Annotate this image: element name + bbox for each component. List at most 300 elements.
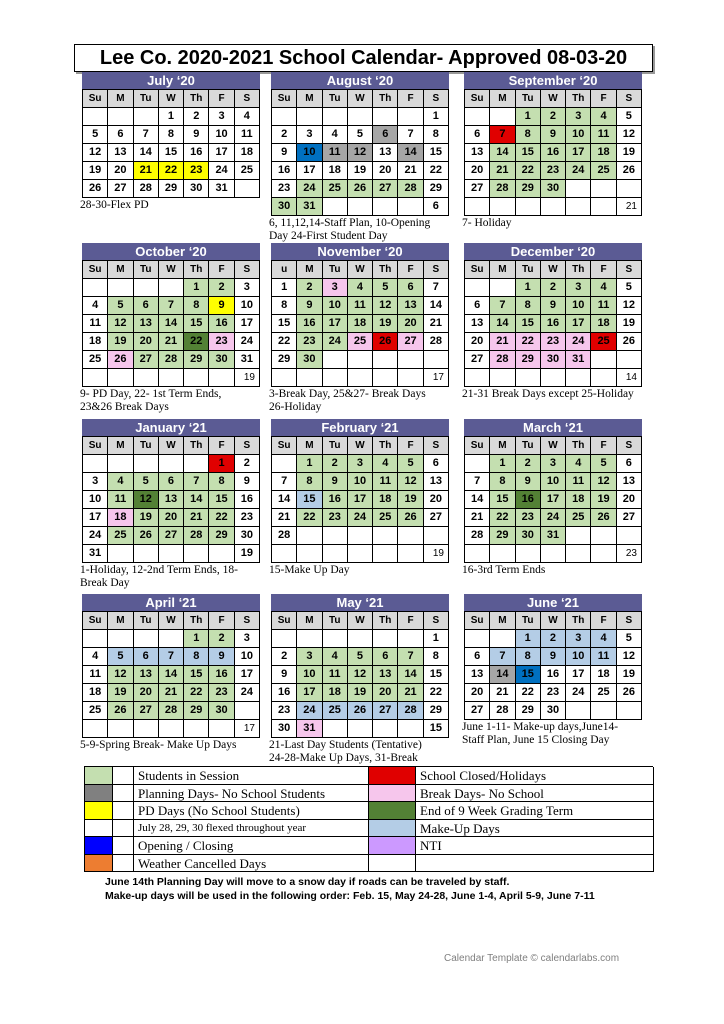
day-cell: 18 [373, 491, 398, 509]
day-cell: 27 [134, 351, 159, 369]
day-cell: 11 [566, 473, 591, 491]
day-cell [323, 630, 348, 648]
day-cell: 17 [83, 509, 108, 527]
day-cell: 30 [235, 527, 260, 545]
day-cell: 28 [465, 527, 490, 545]
day-cell [373, 720, 398, 738]
day-cell [209, 369, 234, 387]
day-cell [566, 702, 591, 720]
day-cell [541, 369, 566, 387]
day-cell: 12 [348, 666, 373, 684]
day-cell: 16 [209, 666, 234, 684]
day-cell: 12 [108, 666, 133, 684]
day-cell: 21 [184, 509, 209, 527]
weekday-header: Tu [516, 261, 541, 279]
day-cell: 30 [541, 180, 566, 198]
day-cell: 21 [465, 509, 490, 527]
day-cell: 8 [272, 297, 297, 315]
day-cell: 12 [617, 648, 642, 666]
day-cell: 14 [424, 297, 449, 315]
day-cell [398, 108, 423, 126]
day-cell [516, 198, 541, 216]
day-cell: 10 [541, 473, 566, 491]
day-cell: 5 [617, 630, 642, 648]
day-cell: 19 [235, 545, 260, 563]
weekday-header: Tu [323, 612, 348, 630]
day-cell: 17 [209, 144, 234, 162]
day-cell: 25 [566, 509, 591, 527]
day-cell: 25 [323, 180, 348, 198]
month-note: 3-Break Day, 25&27- Break Days 26-Holiday [269, 388, 426, 413]
day-cell: 12 [591, 473, 616, 491]
day-cell: 16 [209, 315, 234, 333]
weekday-header: F [398, 90, 423, 108]
day-cell: 6 [373, 126, 398, 144]
legend-swatch [85, 802, 113, 820]
day-cell [348, 720, 373, 738]
day-cell: 7 [490, 648, 515, 666]
day-cell: 13 [134, 315, 159, 333]
day-cell: 14 [490, 144, 515, 162]
month-note: 9- PD Day, 22- 1st Term Ends, 23&26 Break Days [80, 388, 222, 413]
day-cell: 23 [235, 509, 260, 527]
weekday-header: M [297, 437, 322, 455]
day-cell [134, 279, 159, 297]
weekday-header: M [490, 612, 515, 630]
day-cell: 2 [297, 279, 322, 297]
day-cell [297, 527, 322, 545]
day-cell [617, 180, 642, 198]
day-cell: 17 [541, 491, 566, 509]
day-cell [465, 455, 490, 473]
month-note: 16-3rd Term Ends [462, 564, 546, 576]
day-cell: 26 [617, 162, 642, 180]
weekday-header: Th [373, 261, 398, 279]
footer-note-2: Make-up days will be used in the following order: Feb. 15, May 24-28, June 1-4, April 5-9, June 7-11 [105, 890, 595, 902]
day-cell [373, 527, 398, 545]
day-cell: 11 [83, 666, 108, 684]
weekday-header: Su [465, 437, 490, 455]
day-cell: 5 [591, 455, 616, 473]
day-cell: 8 [424, 648, 449, 666]
day-cell [83, 630, 108, 648]
weekday-header: F [591, 612, 616, 630]
day-cell: 19 [134, 509, 159, 527]
day-cell: 9 [272, 144, 297, 162]
day-cell: 13 [617, 473, 642, 491]
day-cell [373, 108, 398, 126]
day-cell [323, 108, 348, 126]
weekday-header: S [424, 612, 449, 630]
day-cell: 31 [566, 351, 591, 369]
weekday-header: Su [465, 90, 490, 108]
day-cell: 16 [541, 666, 566, 684]
day-cell: 4 [83, 297, 108, 315]
legend-label: School Closed/Holidays [416, 767, 654, 785]
day-cell: 30 [516, 527, 541, 545]
day-cell: 1 [516, 630, 541, 648]
weekday-header: F [398, 261, 423, 279]
day-cell: 4 [323, 126, 348, 144]
day-cell: 6 [465, 297, 490, 315]
month-note: 21-31 Break Days except 25-Holiday [462, 388, 634, 400]
day-cell: 29 [424, 180, 449, 198]
day-cell: 27 [424, 509, 449, 527]
day-cell: 28 [490, 180, 515, 198]
day-cell [348, 630, 373, 648]
day-cell [490, 108, 515, 126]
weekday-header: W [541, 261, 566, 279]
month-title: March ‘21 [464, 419, 642, 436]
day-cell: 5 [108, 648, 133, 666]
day-cell: 21 [398, 684, 423, 702]
day-cell: 2 [235, 455, 260, 473]
weekday-header: S [424, 90, 449, 108]
month-grid [464, 260, 642, 387]
day-cell: 29 [272, 351, 297, 369]
weekday-header: W [159, 261, 184, 279]
day-cell: 7 [159, 297, 184, 315]
day-cell: 19 [424, 545, 449, 563]
month-calendar [462, 594, 642, 746]
day-cell: 6 [373, 648, 398, 666]
weekday-header: Su [465, 612, 490, 630]
day-cell: 19 [373, 315, 398, 333]
day-cell: 9 [541, 126, 566, 144]
day-cell [83, 279, 108, 297]
day-cell [235, 702, 260, 720]
day-cell: 3 [209, 108, 234, 126]
day-cell [323, 351, 348, 369]
weekday-header: Th [373, 90, 398, 108]
day-cell: 22 [297, 509, 322, 527]
day-cell: 30 [541, 351, 566, 369]
day-cell: 17 [566, 666, 591, 684]
day-cell [541, 545, 566, 563]
day-cell [490, 630, 515, 648]
legend-swatch [369, 767, 416, 785]
day-cell [159, 720, 184, 738]
day-cell: 14 [184, 491, 209, 509]
day-cell [617, 702, 642, 720]
legend-table [84, 766, 653, 872]
day-cell: 29 [209, 527, 234, 545]
weekday-header: Th [184, 612, 209, 630]
day-cell: 17 [348, 491, 373, 509]
day-cell [490, 198, 515, 216]
day-cell: 6 [159, 473, 184, 491]
weekday-header: Th [373, 437, 398, 455]
month-title: April ‘21 [82, 594, 260, 611]
day-cell: 30 [184, 180, 209, 198]
day-cell [465, 279, 490, 297]
day-cell: 23 [272, 180, 297, 198]
day-cell: 20 [159, 509, 184, 527]
weekday-header: u [272, 261, 297, 279]
day-cell: 27 [159, 527, 184, 545]
day-cell: 25 [373, 509, 398, 527]
day-cell: 31 [541, 527, 566, 545]
month-grid [271, 89, 449, 216]
day-cell: 19 [348, 684, 373, 702]
month-grid [82, 611, 260, 738]
day-cell [591, 527, 616, 545]
day-cell: 7 [465, 473, 490, 491]
month-calendar [269, 594, 449, 764]
day-cell [490, 545, 515, 563]
day-cell [108, 720, 133, 738]
month-calendar [269, 419, 449, 576]
day-cell: 10 [297, 666, 322, 684]
day-cell [83, 108, 108, 126]
day-cell: 8 [209, 473, 234, 491]
day-cell: 10 [83, 491, 108, 509]
weekday-header: Su [272, 437, 297, 455]
day-cell: 9 [209, 648, 234, 666]
day-cell [398, 351, 423, 369]
day-cell: 3 [297, 126, 322, 144]
weekday-header: Th [566, 612, 591, 630]
day-cell: 6 [108, 126, 133, 144]
day-cell: 22 [516, 333, 541, 351]
weekday-header: Th [184, 90, 209, 108]
day-cell: 28 [490, 351, 515, 369]
day-cell: 22 [490, 509, 515, 527]
day-cell [348, 108, 373, 126]
month-title: January ‘21 [82, 419, 260, 436]
day-cell: 15 [209, 491, 234, 509]
day-cell: 2 [541, 630, 566, 648]
day-cell: 17 [323, 315, 348, 333]
day-cell [566, 369, 591, 387]
month-note: 28-30-Flex PD [80, 199, 149, 211]
day-cell: 13 [465, 315, 490, 333]
day-cell [348, 545, 373, 563]
day-cell: 6 [134, 648, 159, 666]
day-cell [591, 545, 616, 563]
day-cell [617, 527, 642, 545]
day-cell [398, 720, 423, 738]
weekday-header: Tu [516, 612, 541, 630]
day-cell: 7 [398, 126, 423, 144]
weekday-header: Tu [516, 90, 541, 108]
day-cell: 14 [272, 491, 297, 509]
day-cell: 8 [184, 648, 209, 666]
day-cell: 10 [566, 126, 591, 144]
day-cell [134, 108, 159, 126]
day-cell: 4 [591, 279, 616, 297]
day-cell: 17 [235, 666, 260, 684]
day-cell: 16 [272, 162, 297, 180]
day-cell: 10 [297, 144, 322, 162]
day-cell [83, 369, 108, 387]
month-title: December ‘20 [464, 243, 642, 260]
day-cell [373, 545, 398, 563]
day-cell: 13 [159, 491, 184, 509]
day-cell: 21 [490, 162, 515, 180]
day-cell: 26 [617, 684, 642, 702]
month-grid [82, 89, 260, 198]
day-cell: 12 [83, 144, 108, 162]
day-cell [323, 527, 348, 545]
weekday-header: S [235, 261, 260, 279]
day-cell: 12 [398, 473, 423, 491]
weekday-header: Tu [323, 437, 348, 455]
day-cell: 26 [398, 509, 423, 527]
month-calendar [80, 72, 260, 211]
day-cell: 2 [184, 108, 209, 126]
weekday-header: M [297, 261, 322, 279]
day-cell: 28 [159, 702, 184, 720]
weekday-header: M [490, 261, 515, 279]
day-cell: 27 [465, 351, 490, 369]
day-cell: 20 [465, 684, 490, 702]
day-cell [323, 720, 348, 738]
legend-label: Break Days- No School [416, 785, 654, 803]
day-cell [398, 198, 423, 216]
day-cell: 1 [297, 455, 322, 473]
day-cell: 13 [465, 666, 490, 684]
day-cell: 29 [516, 351, 541, 369]
month-calendar [80, 419, 260, 589]
day-cell: 15 [424, 720, 449, 738]
day-cell: 27 [373, 180, 398, 198]
day-cell: 11 [591, 648, 616, 666]
day-cell: 15 [516, 315, 541, 333]
day-cell [541, 198, 566, 216]
legend-swatch [369, 785, 416, 803]
day-cell: 21 [134, 162, 159, 180]
day-cell: 20 [424, 491, 449, 509]
day-cell: 27 [465, 180, 490, 198]
day-cell: 22 [424, 162, 449, 180]
day-cell [134, 545, 159, 563]
month-calendar [80, 594, 260, 751]
day-cell [272, 455, 297, 473]
day-cell: 4 [323, 648, 348, 666]
day-cell: 25 [591, 333, 616, 351]
day-cell: 13 [373, 666, 398, 684]
day-cell: 27 [398, 333, 423, 351]
day-cell [297, 108, 322, 126]
day-cell: 28 [398, 702, 423, 720]
day-cell: 20 [465, 162, 490, 180]
month-calendar [80, 243, 260, 413]
day-cell: 25 [591, 162, 616, 180]
day-cell: 26 [591, 509, 616, 527]
day-cell: 30 [272, 720, 297, 738]
legend-label: End of 9 Week Grading Term [416, 802, 654, 820]
month-grid [82, 260, 260, 387]
day-cell: 19 [398, 491, 423, 509]
day-cell: 12 [108, 315, 133, 333]
day-cell: 30 [541, 702, 566, 720]
day-cell [566, 527, 591, 545]
day-cell: 18 [591, 666, 616, 684]
day-cell: 1 [424, 108, 449, 126]
weekday-header: M [297, 90, 322, 108]
day-cell: 15 [516, 144, 541, 162]
day-cell: 22 [516, 684, 541, 702]
weekday-header: Tu [516, 437, 541, 455]
weekday-header: Su [83, 261, 108, 279]
day-cell: 9 [323, 473, 348, 491]
weekday-header: Tu [323, 90, 348, 108]
day-cell [134, 630, 159, 648]
weekday-header: Th [184, 437, 209, 455]
weekday-header: Tu [323, 261, 348, 279]
day-cell: 9 [541, 648, 566, 666]
day-cell: 25 [83, 351, 108, 369]
day-cell: 26 [83, 180, 108, 198]
day-cell: 25 [591, 684, 616, 702]
weekday-header: Tu [134, 437, 159, 455]
weekday-header: Tu [134, 261, 159, 279]
day-cell: 28 [398, 180, 423, 198]
legend-swatch [85, 785, 113, 803]
day-cell: 9 [235, 473, 260, 491]
day-cell: 10 [566, 648, 591, 666]
day-cell: 15 [490, 491, 515, 509]
day-cell: 14 [465, 491, 490, 509]
day-cell: 19 [617, 315, 642, 333]
day-cell [591, 369, 616, 387]
legend-spacer [113, 855, 134, 873]
day-cell [490, 279, 515, 297]
day-cell: 19 [83, 162, 108, 180]
day-cell: 28 [159, 351, 184, 369]
month-grid [82, 436, 260, 563]
weekday-header: Su [272, 90, 297, 108]
day-cell: 28 [424, 333, 449, 351]
weekday-header: F [591, 90, 616, 108]
day-cell: 31 [235, 351, 260, 369]
day-cell: 4 [235, 108, 260, 126]
day-cell: 9 [297, 297, 322, 315]
day-cell [108, 545, 133, 563]
day-cell: 14 [159, 666, 184, 684]
day-cell: 28 [134, 180, 159, 198]
day-cell: 12 [617, 297, 642, 315]
day-cell: 20 [465, 333, 490, 351]
day-cell: 28 [272, 527, 297, 545]
month-note: 1-Holiday, 12-2nd Term Ends, 18- Break Day [80, 564, 238, 589]
day-cell [591, 180, 616, 198]
day-cell: 19 [235, 369, 260, 387]
day-cell: 14 [134, 144, 159, 162]
day-cell [159, 279, 184, 297]
weekday-header: W [159, 90, 184, 108]
weekday-header: S [617, 261, 642, 279]
weekday-header: F [398, 437, 423, 455]
day-cell: 25 [235, 162, 260, 180]
weekday-header: Su [83, 90, 108, 108]
weekday-header: W [348, 437, 373, 455]
weekday-header: W [348, 90, 373, 108]
weekday-header: Tu [134, 612, 159, 630]
day-cell: 7 [490, 126, 515, 144]
day-cell [134, 720, 159, 738]
day-cell [83, 720, 108, 738]
day-cell [373, 630, 398, 648]
day-cell: 31 [209, 180, 234, 198]
day-cell: 24 [348, 509, 373, 527]
day-cell: 1 [209, 455, 234, 473]
day-cell: 31 [297, 198, 322, 216]
day-cell: 5 [134, 473, 159, 491]
day-cell [108, 108, 133, 126]
day-cell: 8 [490, 473, 515, 491]
